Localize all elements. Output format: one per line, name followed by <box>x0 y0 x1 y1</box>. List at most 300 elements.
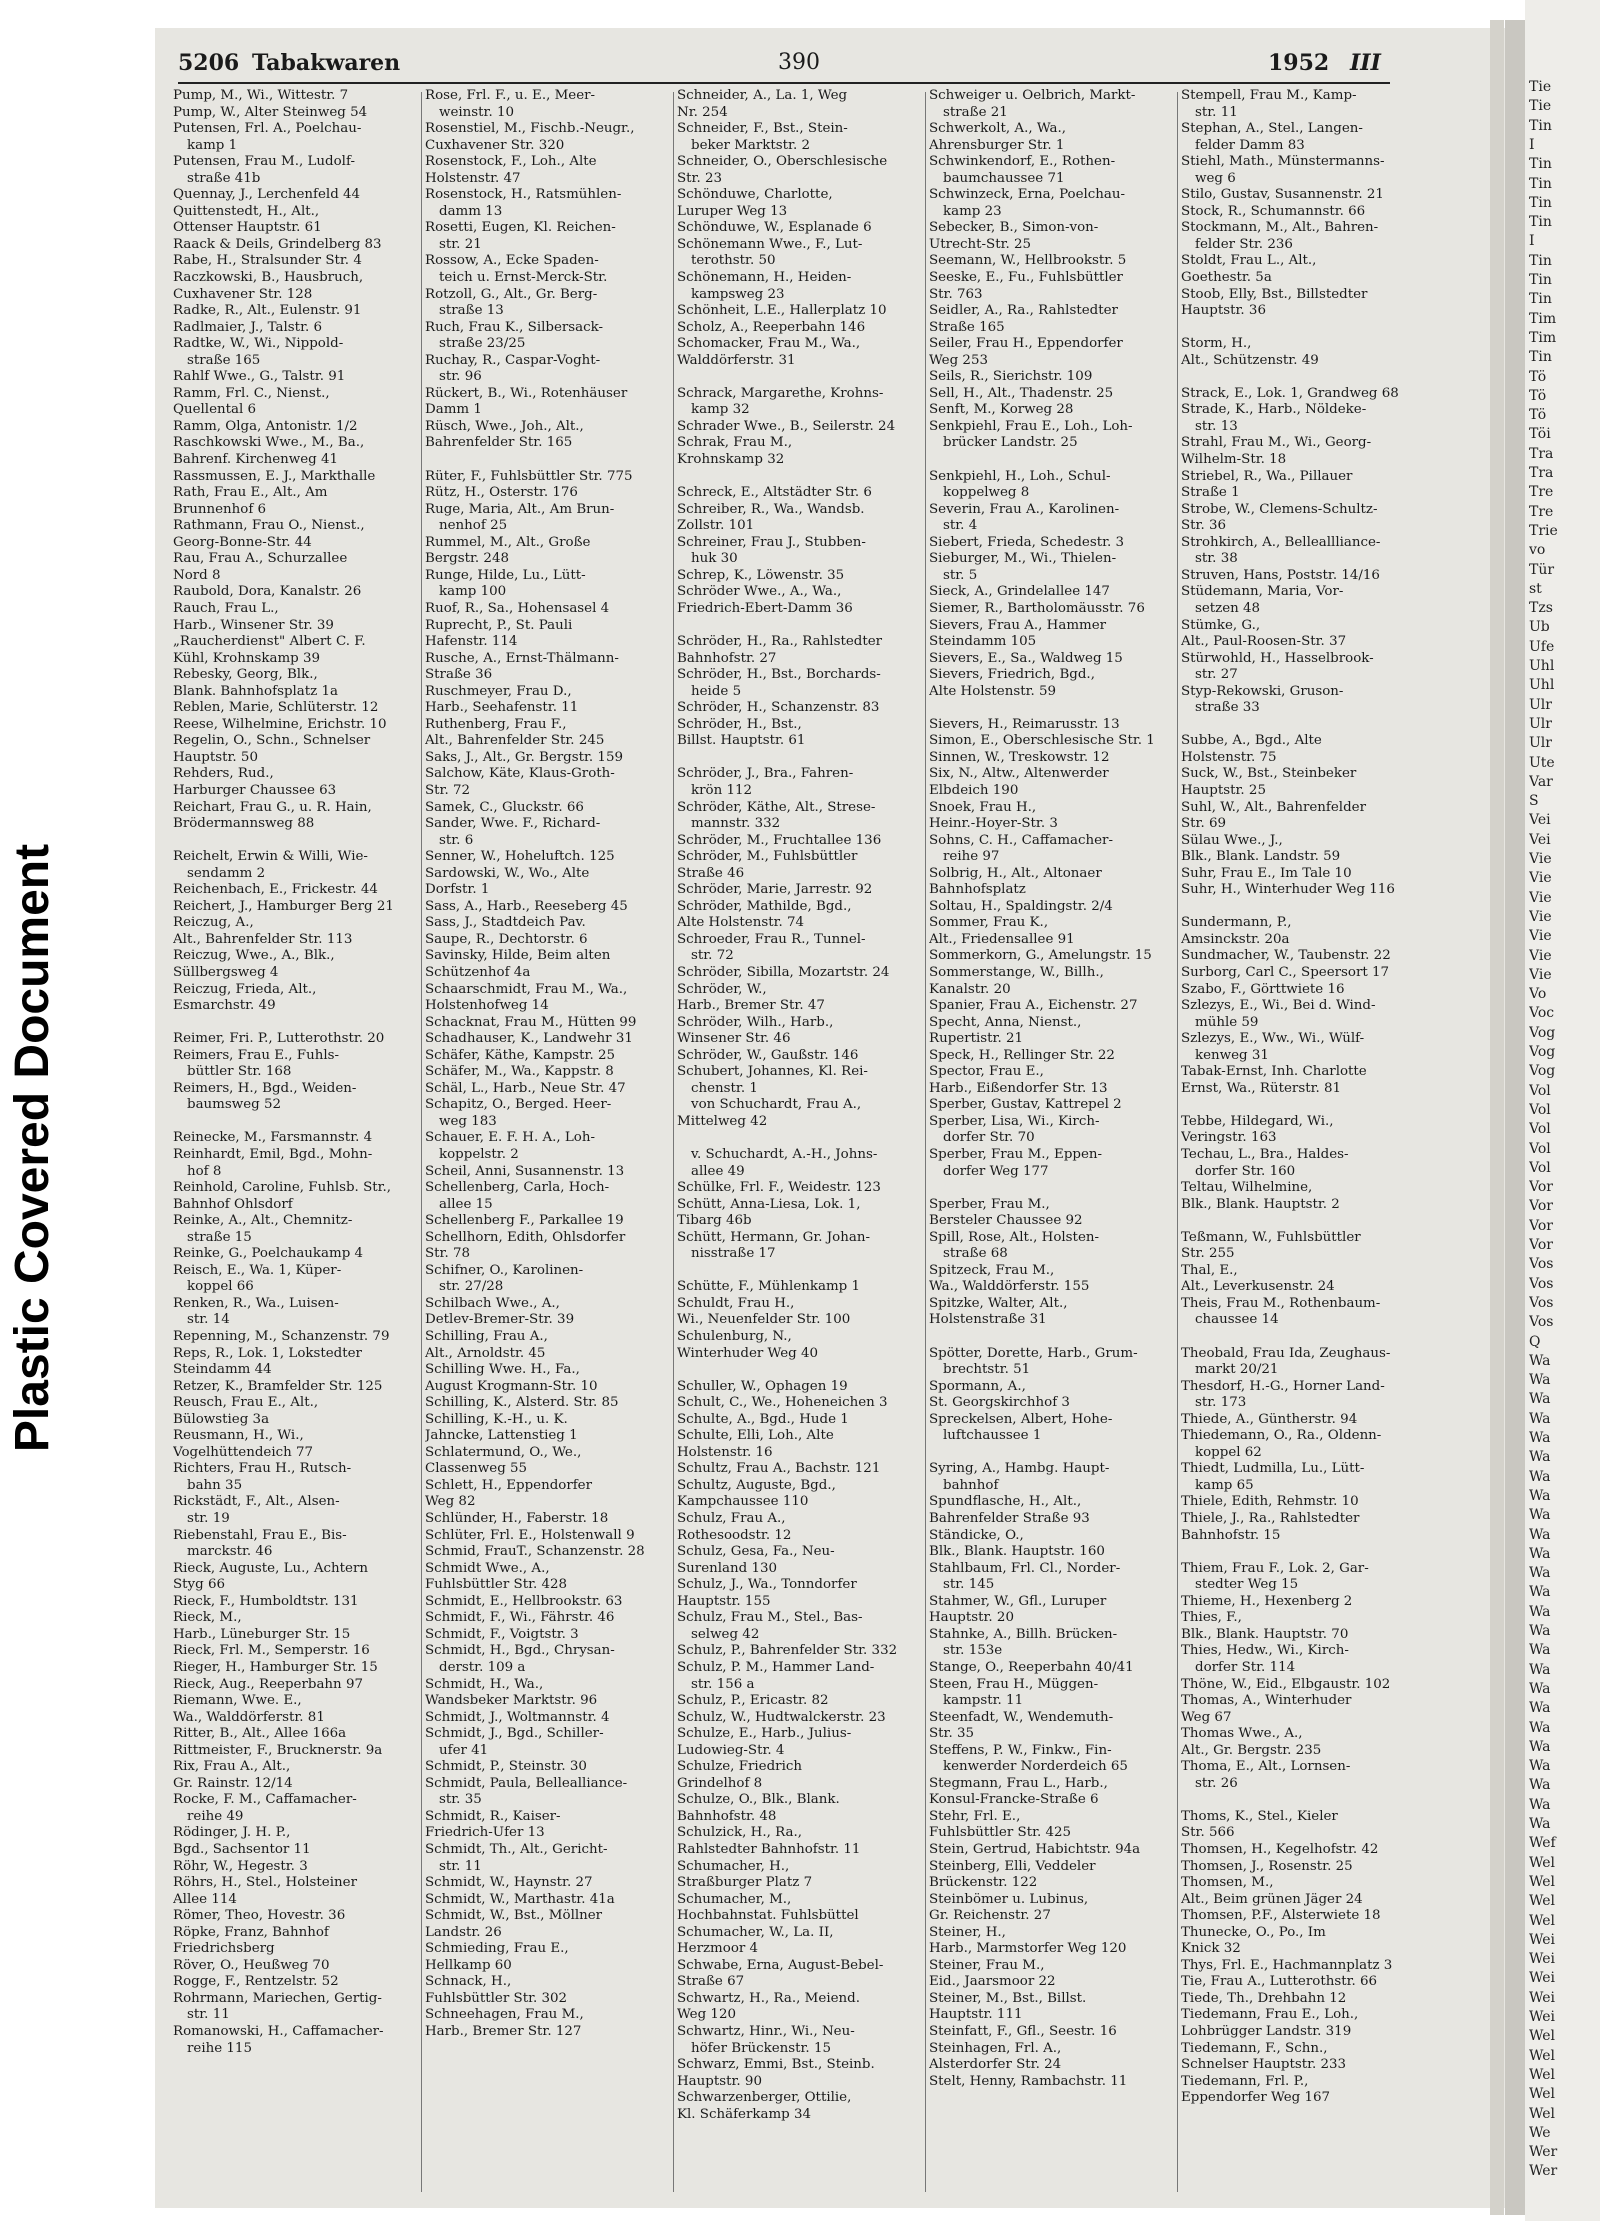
directory-entry-line: straße 15 <box>187 1229 252 1245</box>
directory-entry-line: Hafenstr. 114 <box>425 634 518 650</box>
directory-entry-line: Schuller, W., Ophagen 19 <box>677 1378 848 1394</box>
directory-entry-line: Weg 120 <box>677 2007 736 2023</box>
directory-entry-line: str. 19 <box>187 1511 230 1527</box>
directory-entry-line: Schulze, E., Harb., Julius- <box>677 1726 852 1742</box>
directory-entry-line: Zollstr. 101 <box>677 518 755 534</box>
directory-entry-line: Stockmann, M., Alt., Bahren- <box>1181 220 1379 236</box>
neighbor-entry-fragment: Wa <box>1529 1488 1551 1504</box>
neighbor-entry-fragment: vo <box>1529 543 1546 559</box>
directory-entry-line: Schmid, FrauT., Schanzenstr. 28 <box>425 1544 645 1560</box>
directory-entry-line: Schulze, Friedrich <box>677 1759 802 1775</box>
directory-entry-line: Steinfatt, F., Gfl., Seestr. 16 <box>929 2023 1117 2039</box>
column-3 <box>677 88 927 2198</box>
directory-entry-line: Harb., Lüneburger Str. 15 <box>173 1626 351 1642</box>
directory-entry-line: Schwartz, Hinr., Wi., Neu- <box>677 2023 855 2039</box>
directory-entry-line: Sundmacher, W., Taubenstr. 22 <box>1181 948 1391 964</box>
neighbor-entry-fragment: Vie <box>1529 852 1552 867</box>
directory-entry-line: Reblen, Marie, Schlüterstr. 12 <box>173 700 379 716</box>
directory-entry-line: Schröder, Käthe, Alt., Strese- <box>677 799 876 815</box>
neighbor-entry-fragment: Wa <box>1529 1604 1551 1620</box>
directory-entry-line: terothstr. 50 <box>691 253 776 269</box>
neighbor-entry-fragment: Wel <box>1529 2029 1556 2045</box>
directory-entry-line: Thies, Hedw., Wi., Kirch- <box>1181 1643 1349 1659</box>
directory-entry-line: Ludowieg-Str. 4 <box>677 1742 785 1758</box>
directory-entry-line: Schröder, M., Fruchtallee 136 <box>677 832 882 848</box>
neighbor-entry-fragment: Vol <box>1529 1083 1551 1099</box>
directory-entry-line: Schifner, O., Karolinen- <box>425 1262 584 1278</box>
directory-entry-line: straße 165 <box>187 352 261 368</box>
directory-entry-line: Alt., Beim grünen Jäger 24 <box>1181 1891 1363 1907</box>
directory-entry-line: str. 38 <box>1195 551 1238 567</box>
directory-entry-line: Reimers, Frau E., Fuhls- <box>173 1047 340 1063</box>
neighbor-entry-fragment: Wel <box>1529 2087 1556 2103</box>
directory-entry-line: Schrader Wwe., B., Seilerstr. 24 <box>677 418 896 434</box>
directory-entry-line: Alte Holstenstr. 59 <box>929 683 1057 699</box>
directory-entry-line: luftchaussee 1 <box>943 1428 1042 1444</box>
directory-entry-line: Schrak, Frau M., <box>677 435 793 451</box>
directory-entry-line: Heinr.-Hoyer-Str. 3 <box>929 816 1058 832</box>
directory-entry-line: Str. 72 <box>425 782 471 798</box>
neighbor-entry-fragment: Wa <box>1529 1585 1551 1601</box>
directory-entry-line: Str. 255 <box>1181 1246 1235 1262</box>
directory-entry-line: Straße 36 <box>425 667 493 683</box>
neighbor-entry-fragment: Vog <box>1529 1045 1556 1060</box>
directory-entry-line: Schwarz, Emmi, Bst., Steinb. <box>677 2057 875 2073</box>
neighbor-entry-fragment: Wa <box>1529 1431 1551 1446</box>
directory-entry-line: Bahrenfelder Str. 165 <box>425 435 573 451</box>
directory-entry-line: Schröder, Sibilla, Mozartstr. 24 <box>677 964 890 980</box>
directory-entry-line: Brunnenhof 6 <box>173 501 267 517</box>
directory-entry-line: Reisch, E., Wa. 1, Küper- <box>173 1262 342 1278</box>
directory-entry-line: felder Damm 83 <box>1195 137 1305 153</box>
neighbor-entry-fragment: Tö <box>1529 369 1547 385</box>
directory-entry-line: Sinnen, W., Treskowstr. 12 <box>929 749 1110 765</box>
directory-entry-line: Schlüter, Frl. E., Holstenwall 9 <box>425 1527 635 1543</box>
directory-entry-line: Reiczug, Wwe., A., Blk., <box>173 948 335 964</box>
neighbor-entry-fragment: Töi <box>1529 427 1551 443</box>
directory-entry-line: Esmarchstr. 49 <box>173 998 276 1014</box>
directory-entry-line: Schmidt, J., Bgd., Schiller- <box>425 1726 604 1742</box>
directory-entry-line: Sperber, Gustav, Kattrepel 2 <box>929 1097 1122 1113</box>
directory-entry-line: Steinbömer u. Lubinus, <box>929 1891 1089 1907</box>
neighbor-entry-fragment: st <box>1529 581 1542 597</box>
directory-entry-line: Brückenstr. 122 <box>929 1875 1038 1891</box>
directory-entry-line: Schneider, F., Bst., Stein- <box>677 121 848 137</box>
directory-entry-line: Friedrichsberg <box>173 1941 275 1957</box>
header-volume: III <box>1350 50 1381 76</box>
neighbor-entry-fragment: Tin <box>1529 118 1552 134</box>
neighbor-entry-fragment: Vos <box>1529 1295 1554 1311</box>
neighbor-entry-fragment: Ulr <box>1529 716 1552 732</box>
directory-entry-line: Hauptstr. 36 <box>1181 303 1266 319</box>
directory-entry-line: Eppendorfer Weg 167 <box>1181 2090 1331 2106</box>
neighbor-entry-fragment: Wa <box>1529 1546 1551 1562</box>
directory-entry-line: Blk., Blank. Landstr. 59 <box>1181 849 1341 865</box>
directory-entry-line: Ruch, Frau K., Silbersack- <box>425 319 604 335</box>
directory-entry-line: Schulz, W., Hudtwalckerstr. 23 <box>677 1709 886 1725</box>
directory-entry-line <box>677 1362 927 1379</box>
plastic-covered-stamp: Plastic Covered Document <box>6 843 59 1453</box>
directory-entry-line: Knick 32 <box>1181 1941 1241 1957</box>
directory-entry-line: Schultz, Auguste, Bgd., <box>677 1477 836 1493</box>
directory-entry-line: Stelt, Henny, Rambachstr. 11 <box>929 2073 1128 2089</box>
directory-entry-line: str. 14 <box>187 1312 230 1328</box>
directory-entry-line: Bergstr. 248 <box>425 551 509 567</box>
directory-entry-line: Holstenstr. 16 <box>677 1444 773 1460</box>
directory-entry-line: Luruper Weg 13 <box>677 203 788 219</box>
directory-entry-line: Schröder, H., Bst., Borchards- <box>677 667 881 683</box>
directory-entry-line: Rotzoll, G., Alt., Gr. Berg- <box>425 286 598 302</box>
directory-entry-line: Severin, Frau A., Karolinen- <box>929 501 1120 517</box>
directory-entry-line: Szlezys, E., Ww., Wi., Wülf- <box>1181 1031 1365 1047</box>
directory-entry-line: Six, N., Altw., Altenwerder <box>929 766 1109 782</box>
directory-entry-line: Alte Holstenstr. 74 <box>677 915 805 931</box>
directory-entry-line: Thiele, J., Ra., Rahlstedter <box>1181 1511 1360 1527</box>
directory-entry-line: str. 35 <box>439 1792 482 1808</box>
directory-entry-line: Hellkamp 60 <box>425 1957 512 1973</box>
directory-entry-line: Schmidt, Th., Alt., Gericht- <box>425 1841 608 1857</box>
directory-entry-line: Seiler, Frau H., Eppendorfer <box>929 336 1123 352</box>
directory-entry-line: koppel 62 <box>1195 1444 1262 1460</box>
directory-entry-line: Ramm, Olga, Antonistr. 1/2 <box>173 418 358 434</box>
directory-entry-line <box>1181 1792 1421 1809</box>
directory-entry-line: Sass, J., Stadtdeich Pav. <box>425 915 586 931</box>
neighbor-entry-fragment: Tie <box>1529 80 1552 95</box>
directory-entry-line: Romanowski, H., Caffamacher- <box>173 2023 384 2039</box>
directory-entry-line: stedter Weg 15 <box>1195 1577 1299 1593</box>
neighbor-entry-fragment: Tö <box>1529 408 1547 424</box>
neighbor-entry-fragment: Wa <box>1529 1701 1551 1717</box>
neighbor-entry-fragment: Wa <box>1529 1778 1551 1794</box>
directory-entry-line: Stock, R., Schumannstr. 66 <box>1181 203 1366 219</box>
neighbor-entry-fragment: Tin <box>1529 215 1552 231</box>
directory-entry-line: Spitzke, Walter, Alt., <box>929 1295 1068 1311</box>
directory-entry-line: Schmidt, W., Haynstr. 27 <box>425 1875 593 1891</box>
directory-entry-line: Allee 114 <box>173 1891 237 1907</box>
neighbor-entry-fragment: Ulr <box>1529 697 1552 713</box>
directory-entry-line: Harburger Chaussee 63 <box>173 782 337 798</box>
directory-entry-line: Schneider, O., Oberschlesische <box>677 154 888 170</box>
directory-entry-line: Harb., Eißendorfer Str. 13 <box>929 1080 1108 1096</box>
directory-entry-line: Steen, Frau H., Müggen- <box>929 1676 1099 1692</box>
directory-entry-line: Radtke, W., Wi., Nippold- <box>173 336 344 352</box>
directory-entry-line: Ernst, Wa., Rüterstr. 81 <box>1181 1080 1342 1096</box>
neighbor-entry-fragment: Vo <box>1529 987 1547 1003</box>
directory-entry-line: Schneehagen, Frau M., <box>425 2007 584 2023</box>
column-separator <box>925 92 926 2192</box>
directory-entry-line: Thomsen, M., <box>1181 1875 1274 1891</box>
neighbor-entry-fragment: Wa <box>1529 1353 1551 1369</box>
directory-entry-line <box>1181 1544 1421 1561</box>
directory-entry-line: Alsterdorfer Str. 24 <box>929 2057 1062 2073</box>
directory-entry-line: Mittelweg 42 <box>677 1113 768 1129</box>
directory-entry-line: Reinke, G., Poelchaukamp 4 <box>173 1246 364 1262</box>
neighbor-entry-fragment: Wel <box>1529 2067 1556 2083</box>
directory-entry-line: Straße 165 <box>929 319 1005 335</box>
directory-entry-line: Spundflasche, H., Alt., <box>929 1494 1082 1510</box>
directory-entry-line: Georg-Bonne-Str. 44 <box>173 534 312 550</box>
directory-entry-line: Schröder, Mathilde, Bgd., <box>677 898 852 914</box>
directory-entry-line: Thiede, A., Güntherstr. 94 <box>1181 1411 1358 1427</box>
directory-entry-line: str. 21 <box>439 236 482 252</box>
directory-entry-line: Reinecke, M., Farsmannstr. 4 <box>173 1130 373 1146</box>
neighbor-entry-fragment: Vor <box>1529 1238 1553 1253</box>
directory-entry-line: Reimer, Fri. P., Lutterothstr. 20 <box>173 1031 385 1047</box>
directory-entry-line: Gr. Reichenstr. 27 <box>929 1908 1051 1924</box>
directory-entry-line: Schütt, Anna-Liesa, Lok. 1, <box>677 1196 861 1212</box>
directory-entry-line: Schröder, H., Bst., <box>677 716 802 732</box>
column-separator <box>1177 92 1178 2192</box>
directory-entry-line: Jahncke, Lattenstieg 1 <box>425 1428 578 1444</box>
directory-entry-line: Schröder, Wilh., Harb., <box>677 1014 834 1030</box>
directory-entry-line: Kampchaussee 110 <box>677 1494 809 1510</box>
directory-entry-line: Raubold, Dora, Kanalstr. 26 <box>173 584 362 600</box>
directory-entry-line: Rieck, Aug., Reeperbahn 97 <box>173 1676 363 1692</box>
directory-entry-line: str. 4 <box>943 518 978 534</box>
directory-entry-line: Schadhauser, K., Landwehr 31 <box>425 1031 633 1047</box>
directory-entry-line: Stüdemann, Maria, Vor- <box>1181 584 1344 600</box>
directory-entry-line: Soltau, H., Spaldingstr. 2/4 <box>929 898 1113 914</box>
directory-entry-line <box>173 1015 423 1032</box>
directory-entry-line: Schönemann Wwe., F., Lut- <box>677 236 863 252</box>
neighbor-entry-fragment: Wa <box>1529 1624 1551 1639</box>
directory-entry-line: marckstr. 46 <box>187 1544 273 1560</box>
neighbor-entry-fragment: Wa <box>1529 1643 1551 1659</box>
directory-entry-line: Schacknat, Frau M., Hütten 99 <box>425 1014 637 1030</box>
directory-entry-line: Str. 763 <box>929 286 983 302</box>
directory-entry-line: Weg 253 <box>929 352 988 368</box>
directory-entry-line: beker Marktstr. 2 <box>691 137 810 153</box>
directory-entry-line: „Raucherdienst" Albert C. F. <box>173 634 366 650</box>
directory-entry-line: Alt., Leverkusenstr. 24 <box>1181 1279 1335 1295</box>
directory-entry-line: Schröder, H., Ra., Rahlstedter <box>677 634 883 650</box>
directory-entry-line <box>425 452 675 469</box>
directory-entry-line: Stegmann, Frau L., Harb., <box>929 1775 1108 1791</box>
directory-entry-line: Stoob, Elly, Bst., Billstedter <box>1181 286 1368 302</box>
directory-entry-line: Rau, Frau A., Schurzallee <box>173 551 348 567</box>
directory-entry-line: reihe 115 <box>187 2040 252 2056</box>
directory-entry-line: Hauptstr. 50 <box>173 749 258 765</box>
directory-entry-line: Konsul-Francke-Straße 6 <box>929 1792 1099 1808</box>
directory-entry-line: Schellhorn, Edith, Ohlsdorfer <box>425 1229 626 1245</box>
directory-entry-line: str. 6 <box>439 832 474 848</box>
directory-entry-line: Schneider, A., La. 1, Weg <box>677 88 848 103</box>
directory-entry-line: Tibarg 46b <box>677 1213 752 1229</box>
directory-entry-line: Schreiner, Frau J., Stubben- <box>677 534 866 550</box>
directory-entry-line: Reimers, H., Bgd., Weiden- <box>173 1080 357 1096</box>
directory-entry-line: Römer, Theo, Hovestr. 36 <box>173 1908 346 1924</box>
directory-entry-line: huk 30 <box>691 551 738 567</box>
directory-entry-line: Stempell, Frau M., Kamp- <box>1181 88 1357 103</box>
directory-entry-line: dorfer Weg 177 <box>943 1163 1049 1179</box>
directory-entry-line: nisstraße 17 <box>691 1246 776 1262</box>
neighbor-entry-fragment: Wel <box>1529 2048 1556 2064</box>
directory-entry-line: Alt., Gr. Bergstr. 235 <box>1181 1742 1322 1758</box>
directory-entry-line: Schulenburg, N., <box>677 1329 792 1345</box>
directory-entry-line: Wandsbeker Marktstr. 96 <box>425 1693 598 1709</box>
directory-entry-line: Schützenhof 4a <box>425 964 531 980</box>
directory-entry-line: Holstenhofweg 14 <box>425 998 549 1014</box>
directory-entry-line: Bahrenfelder Straße 93 <box>929 1511 1090 1527</box>
directory-entry-line: straße 41b <box>187 170 261 186</box>
directory-entry-line: Runge, Hilde, Lu., Lütt- <box>425 567 586 583</box>
directory-entry-line: Stürwohld, H., Hasselbrook- <box>1181 650 1374 666</box>
directory-entry-line: Thomsen, H., Kegelhofstr. 42 <box>1181 1841 1379 1857</box>
directory-entry-line: kamp 32 <box>691 402 750 418</box>
page-header <box>178 50 1408 78</box>
directory-entry-line: Sardowski, W., Wo., Alte <box>425 865 590 881</box>
directory-entry-line: hof 8 <box>187 1163 222 1179</box>
directory-entry-line: Raack & Deils, Grindelberg 83 <box>173 236 382 252</box>
directory-entry-line: Stahnke, A., Billh. Brücken- <box>929 1626 1118 1642</box>
directory-entry-line <box>1181 899 1421 916</box>
directory-entry-line: markt 20/21 <box>1195 1362 1279 1378</box>
directory-entry-line: Stoldt, Frau L., Alt., <box>1181 253 1317 269</box>
neighbor-entry-fragment: Vor <box>1529 1199 1553 1215</box>
directory-entry-line: Alt., Friedensallee 91 <box>929 931 1075 947</box>
directory-entry-line: mannstr. 332 <box>691 816 781 832</box>
directory-entry-line: straße 21 <box>943 104 1008 120</box>
directory-entry-line: Putensen, Frl. A., Poelchau- <box>173 121 362 137</box>
directory-entry-line: Spector, Frau E., <box>929 1064 1044 1080</box>
directory-entry-line: Rütz, H., Osterstr. 176 <box>425 485 578 501</box>
directory-entry-line: Schauer, E. F. H. A., Loh- <box>425 1130 596 1146</box>
directory-entry-line: Putensen, Frau M., Ludolf- <box>173 154 355 170</box>
directory-entry-line: Bahnhof Ohlsdorf <box>173 1196 293 1212</box>
neighbor-entry-fragment: Wa <box>1529 1681 1551 1697</box>
directory-entry-line: Schumacher, M., <box>677 1891 792 1907</box>
directory-entry-line: dorfer Str. 114 <box>1195 1659 1296 1675</box>
directory-entry-line: Sebecker, B., Simon-von- <box>929 220 1099 236</box>
neighbor-entry-fragment: Wa <box>1529 1508 1551 1524</box>
directory-entry-line: Rüsch, Wwe., Joh., Alt., <box>425 418 584 434</box>
directory-entry-line: Sperber, Frau M., Eppen- <box>929 1147 1103 1162</box>
directory-entry-line: Surborg, Carl C., Speersort 17 <box>1181 964 1390 980</box>
directory-entry-line: selweg 42 <box>691 1626 760 1642</box>
directory-entry-line: brechtstr. 51 <box>943 1362 1031 1378</box>
directory-entry-line: Spanier, Frau A., Eichenstr. 27 <box>929 998 1138 1014</box>
directory-entry-line: Utrecht-Str. 25 <box>929 236 1032 252</box>
directory-entry-line: Gr. Rainstr. 12/14 <box>173 1775 293 1791</box>
page-edge <box>1505 20 1525 2215</box>
directory-entry-line: Alt., Arnoldstr. 45 <box>425 1345 546 1361</box>
directory-entry-line: Schönduwe, Charlotte, <box>677 187 833 203</box>
directory-entry-line: Straße 46 <box>677 865 745 881</box>
directory-entry-line: Spill, Rose, Alt., Holsten- <box>929 1229 1100 1245</box>
directory-entry-line <box>677 750 927 767</box>
directory-entry-line: Rahlf Wwe., G., Talstr. 91 <box>173 369 346 385</box>
directory-entry-line: Suhl, W., Alt., Bahrenfelder <box>1181 799 1366 815</box>
directory-entry-line: kamp 65 <box>1195 1477 1254 1493</box>
directory-entry-line <box>677 1263 927 1280</box>
directory-entry-line: Rusche, A., Ernst-Thälmann- <box>425 650 619 666</box>
neighbor-entry-fragment: Tzs <box>1529 601 1553 617</box>
column-5 <box>1181 88 1421 2198</box>
directory-entry-line: Str. 566 <box>1181 1825 1235 1841</box>
directory-entry-line: Harb., Winsener Str. 39 <box>173 617 334 633</box>
neighbor-entry-fragment: Vor <box>1529 1218 1553 1234</box>
directory-entry-line: Strack, E., Lok. 1, Grandweg 68 <box>1181 385 1399 401</box>
directory-entry-line: felder Str. 236 <box>1195 236 1293 252</box>
directory-entry-line: kenwerder Norderdeich 65 <box>943 1759 1128 1775</box>
directory-entry-line: Damm 1 <box>425 402 482 418</box>
directory-entry-line: Wa., Walddörferstr. 81 <box>173 1709 325 1725</box>
directory-entry-line: Sievers, H., Reimarusstr. 13 <box>929 716 1120 732</box>
directory-entry-line: Ständicke, O., <box>929 1527 1024 1543</box>
neighbor-entry-fragment: Vei <box>1529 832 1551 848</box>
directory-entry-line: Wilhelm-Str. 18 <box>1181 452 1287 468</box>
directory-entry-line: Simon, E., Oberschlesische Str. 1 <box>929 733 1155 749</box>
directory-entry-line: Tie, Frau A., Lutterothstr. 66 <box>1181 1974 1378 1990</box>
directory-entry-line: Retzer, K., Bramfelder Str. 125 <box>173 1378 383 1394</box>
directory-entry-line: Siebert, Frieda, Schedestr. 3 <box>929 534 1125 550</box>
directory-entry-line: August Krogmann-Str. 10 <box>425 1378 598 1394</box>
directory-entry-line: Hauptstr. 111 <box>929 2007 1023 2023</box>
directory-entry-line: Ramm, Frl. C., Nienst., <box>173 385 330 401</box>
directory-entry-line: Str. 69 <box>1181 816 1227 832</box>
directory-entry-line: Schäfer, Käthe, Kampstr. 25 <box>425 1047 616 1063</box>
directory-entry-line: Schmidt, W., Bst., Möllner <box>425 1908 603 1924</box>
directory-entry-line: Ahrensburger Str. 1 <box>929 137 1065 153</box>
directory-entry-line <box>929 452 1179 469</box>
directory-entry-line: Fuhlsbüttler Str. 425 <box>929 1825 1072 1841</box>
neighbor-entry-fragment: Wei <box>1529 1990 1556 2006</box>
directory-entry-line: kampsweg 23 <box>691 286 785 302</box>
directory-entry-line: dorfer Str. 70 <box>943 1130 1035 1146</box>
directory-entry-line: reihe 97 <box>943 849 1000 865</box>
directory-entry-line: Ruchay, R., Caspar-Voght- <box>425 352 601 368</box>
directory-entry-line: Reiczug, Frieda, Alt., <box>173 981 317 997</box>
directory-entry-line: Raczkowski, B., Hausbruch, <box>173 270 364 286</box>
neighbor-entry-fragment: Tre <box>1529 504 1554 520</box>
directory-entry-line: Schäfer, M., Wa., Kappstr. 8 <box>425 1064 614 1080</box>
directory-entry-line: Schulz, P. M., Hammer Land- <box>677 1659 875 1675</box>
directory-entry-line: Stahmer, W., Gfl., Luruper <box>929 1593 1107 1609</box>
directory-entry-line: Schröder, W., Gaußstr. 146 <box>677 1047 859 1063</box>
neighbor-entry-fragment: Wei <box>1529 1932 1556 1948</box>
directory-entry-line: Thomsen, J., Rosenstr. 25 <box>1181 1858 1353 1874</box>
directory-entry-line: Steiner, M., Bst., Billst. <box>929 1990 1087 2006</box>
neighbor-entry-fragment: Vos <box>1529 1315 1554 1331</box>
directory-entry-line: Surenland 130 <box>677 1560 778 1576</box>
neighbor-entry-fragment: Vie <box>1529 967 1552 983</box>
directory-entry-line: Radlmaier, J., Talstr. 6 <box>173 319 323 335</box>
column-2 <box>425 88 675 2198</box>
directory-entry-line: Nr. 254 <box>677 104 728 120</box>
directory-entry-line: bahnhof <box>943 1477 999 1493</box>
directory-entry-line: Sperber, Lisa, Wi., Kirch- <box>929 1113 1100 1129</box>
directory-entry-line: Steindamm 105 <box>929 634 1037 650</box>
neighbor-entry-fragment: Vol <box>1529 1102 1551 1118</box>
directory-entry-line: Süllbergsweg 4 <box>173 964 279 980</box>
directory-entry-line: Strahl, Frau M., Wi., Georg- <box>1181 435 1372 451</box>
directory-entry-line: Rocke, F. M., Caffamacher- <box>173 1792 357 1808</box>
neighbor-entry-fragment: Var <box>1529 774 1553 790</box>
directory-entry-line: Harb., Seehafenstr. 11 <box>425 700 579 716</box>
neighbor-entry-fragment: Wa <box>1529 1759 1551 1775</box>
neighbor-entry-fragment: Tra <box>1529 466 1554 481</box>
directory-entry-line: koppel 66 <box>187 1279 254 1295</box>
directory-entry-line: Schröder, W., <box>677 981 767 997</box>
directory-entry-line: Reese, Wilhelmine, Erichstr. 10 <box>173 716 387 732</box>
directory-entry-line: Schmidt, R., Kaiser- <box>425 1808 561 1824</box>
directory-entry-line: Reiczug, A., <box>173 915 254 931</box>
directory-entry-line: Reinke, A., Alt., Chemnitz- <box>173 1213 353 1229</box>
directory-entry-line: Stahlbaum, Frl. Cl., Norder- <box>929 1560 1121 1576</box>
neighbor-entry-fragment: Vei <box>1529 813 1551 829</box>
directory-entry-line: Schumacher, W., La. II, <box>677 1924 834 1940</box>
directory-entry-line: Eid., Jaarsmoor 22 <box>929 1974 1056 1990</box>
